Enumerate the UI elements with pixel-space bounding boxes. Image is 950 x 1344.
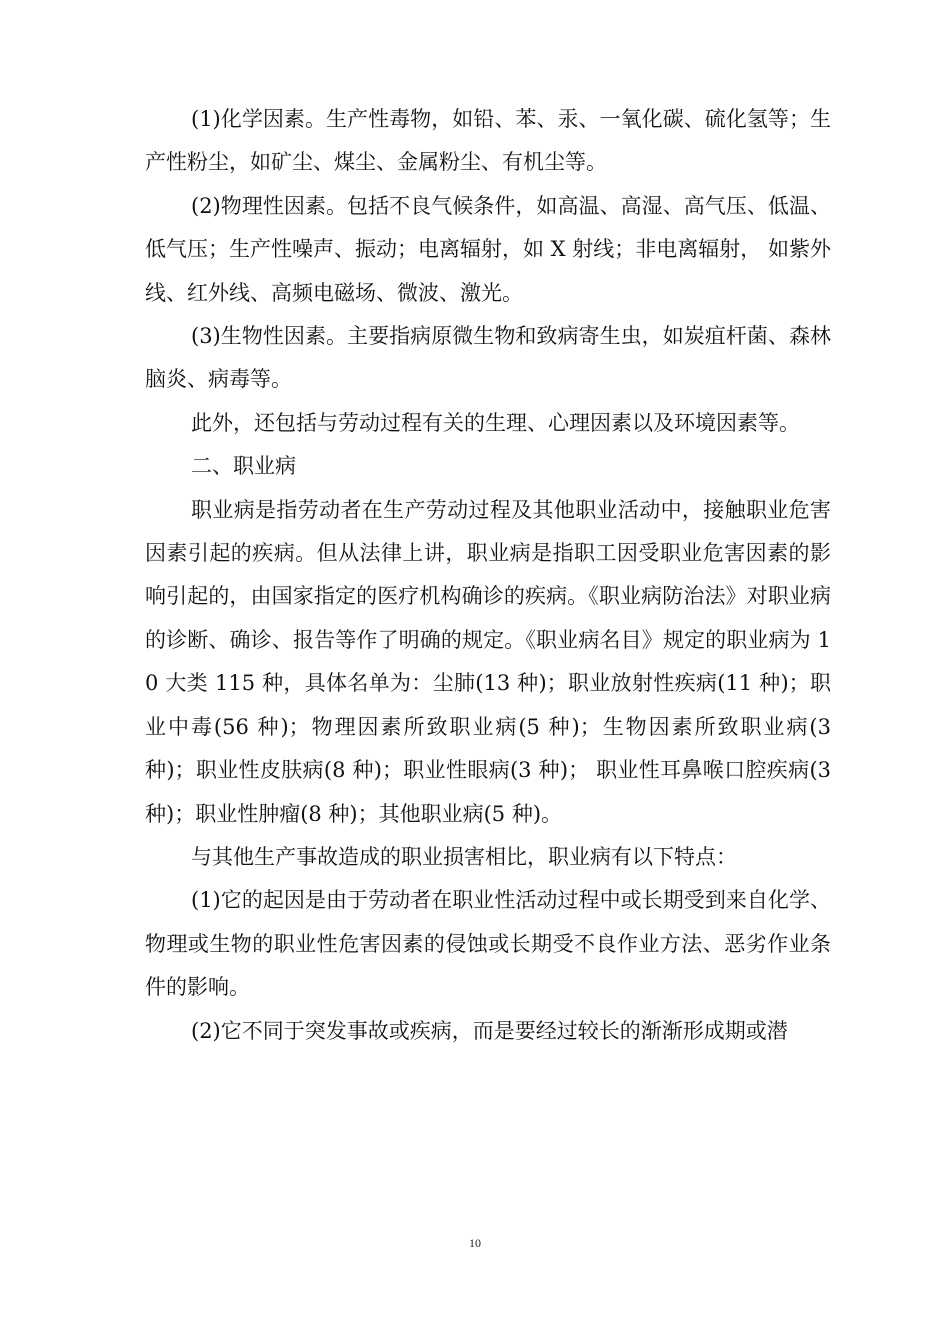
paragraph-physical-factors: (2)物理性因素。包括不良气候条件，如高温、高湿、高气压、低温、低气压；生产性噪声、振动；电离辐射，如 X 射线；非电离辐射， 如紫外线、红外线、高频电磁场、微波、激光。	[145, 193, 831, 305]
page-number: 10	[469, 1236, 481, 1250]
paragraph-characteristic-2: (2)它不同于突发事故或疾病，而是要经过较长的渐渐形成期或潜	[191, 1018, 788, 1043]
paragraph-chemical-factors: (1)化学因素。生产性毒物，如铅、苯、汞、一氧化碳、硫化氢等；生产性粉尘，如矿尘、煤尘、金属粉尘、有机尘等。	[145, 107, 831, 175]
paragraph-characteristic-1: (1)它的起因是由于劳动者在职业性活动过程中或长期受到来自化学、物理或生物的职业性危害因素的侵蚀或长期受不良作业方法、恶劣作业条件的影响。	[145, 888, 831, 1000]
document-body	[145, 98, 831, 1053]
section-heading-occupational-disease: 二、职业病	[191, 454, 296, 479]
paragraph-biological-factors: (3)生物性因素。主要指病原微生物和致病寄生虫，如炭疽杆菌、森林脑炎、病毒等。	[145, 324, 831, 392]
paragraph-characteristics-intro: 与其他生产事故造成的职业损害相比，职业病有以下特点：	[191, 844, 737, 869]
paragraph-other-factors: 此外，还包括与劳动过程有关的生理、心理因素以及环境因素等。	[191, 410, 800, 435]
paragraph-occupational-disease-definition: 职业病是指劳动者在生产劳动过程及其他职业活动中，接触职业危害因素引起的疾病。但从法律上讲，职业病是指职工因受职业危害因素的影响引起的，由国家指定的医疗机构确诊的疾病。《职业病防治法》对职业病的诊断、确诊、报告等作了明确的规定。《职业病名目》规定的职业病为 10 大类 115 种，具体名单为：尘肺(13 种)；职业放射性疾病(11 种)；职业中毒(56 种)；物理因素所致职业病(5 种)；生物因素所致职业病(3 种)；职业性皮肤病(8 种)；职业性眼病(3 种)； 职业性耳鼻喉口腔疾病(3 种)；职业性肿瘤(8 种)；其他职业病(5 种)。	[145, 497, 831, 826]
